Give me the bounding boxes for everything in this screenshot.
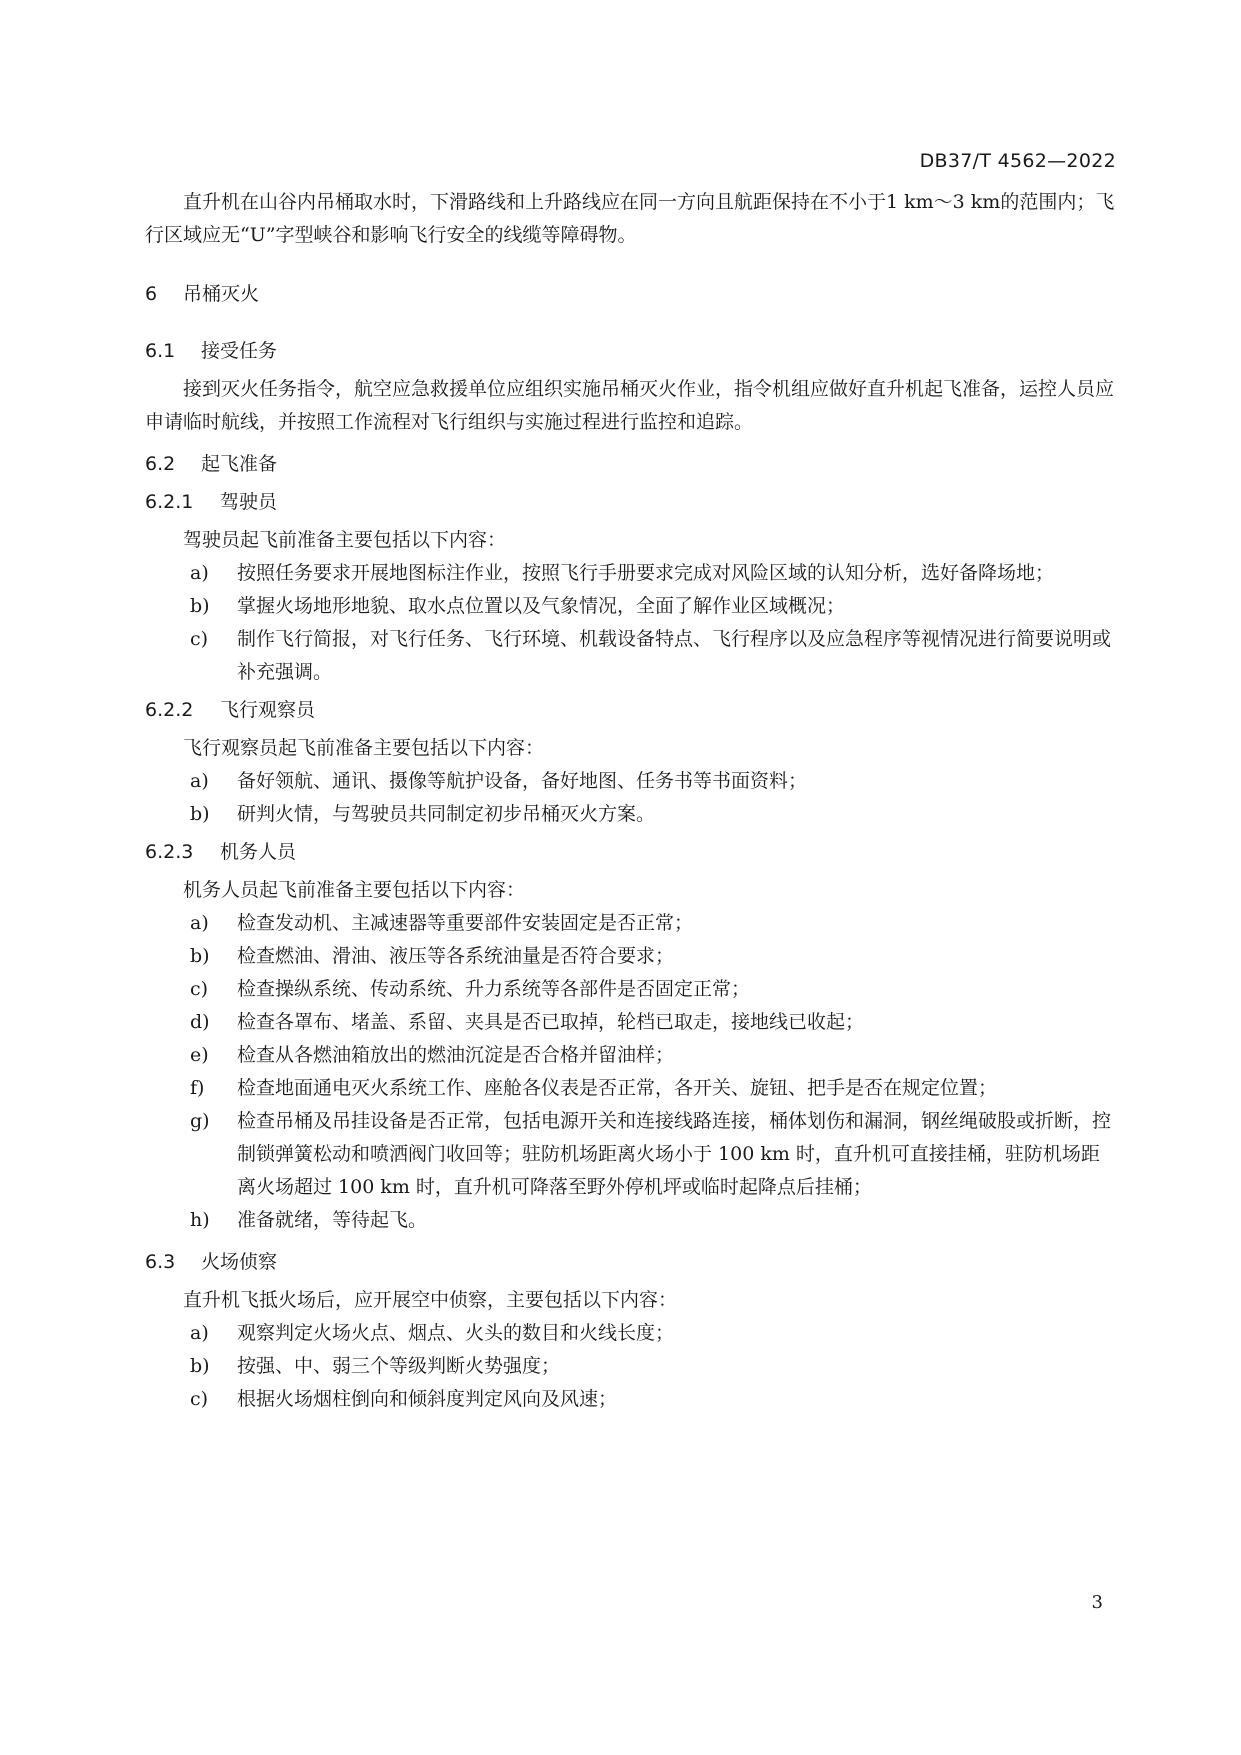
list-item [145,557,1115,590]
section-6-2-3-heading [145,836,1115,869]
section-title: 驾驶员 [220,491,278,513]
list-text: 观察判定火场火点、烟点、火头的数目和火线长度； [237,1322,675,1344]
list-item [145,1204,1115,1237]
section-title: 火场侦察 [201,1251,278,1273]
section-number: 6.1 [145,340,176,362]
list-marker: c) [190,628,209,650]
section-title: 起飞准备 [201,453,278,475]
list-item [145,973,1115,1006]
list-marker: g) [190,1110,210,1132]
list-text: 备好领航、通讯、摄像等航护设备，备好地图、任务书等书面资料； [237,770,808,792]
section-number: 6.2.1 [145,491,194,513]
list-text: 按强、中、弱三个等级判断火势强度； [237,1355,561,1377]
list-marker: e) [190,1044,209,1066]
section-6-3-intro: 直升机飞抵火场后，应开展空中侦察，主要包括以下内容： [183,1289,678,1311]
list-item [145,1105,1115,1204]
list-item [145,907,1115,940]
list-marker: b) [190,595,210,617]
document-code: DB37/T 4562—2022 [919,150,1116,172]
list-marker: a) [190,770,209,792]
section-number: 6.2.2 [145,699,194,721]
section-number: 6.2.3 [145,841,194,863]
section-6-heading [145,278,1115,311]
list-text: 检查操纵系统、传动系统、升力系统等各部件是否固定正常； [237,978,751,1000]
list-text: 检查地面通电灭火系统工作、座舱各仪表是否正常，各开关、旋钮、把手是否在规定位置； [237,1077,998,1099]
list-text: 检查吊桶及吊挂设备是否正常，包括电源开关和连接线路连接，桶体划伤和漏洞，钢丝绳破股或折断，控制锁弹簧松动和喷洒阀门收回等；驻防机场距离火场小于 100 km 时，直升机可直接挂桶，驻防机场距离火场超过 100 km 时，直升机可降落至野外停机坪或临时起降点后挂桶； [237,1110,1112,1198]
list-marker: c) [190,1388,209,1410]
section-number: 6.2 [145,453,176,475]
list-text: 检查从各燃油箱放出的燃油沉淀是否合格并留油样； [237,1044,675,1066]
list-item [145,590,1115,623]
page-number: 3 [1091,1592,1103,1613]
list-text: 检查各罩布、堵盖、系留、夹具是否已取掉，轮档已取走，接地线已收起； [237,1011,865,1033]
section-6-2-1-heading [145,486,1115,519]
section-title: 飞行观察员 [220,699,316,721]
list-marker: f) [190,1077,205,1099]
intro-paragraph: 直升机在山谷内吊桶取水时，下滑路线和上升路线应在同一方向且航距保持在不小于1 km～3 km的范围内；飞行区域应无“U”字型峡谷和影响飞行安全的线缆等障碍物。 [145,191,1115,246]
list-item [145,623,1115,689]
list-marker: b) [190,1355,210,1377]
list-item [145,1072,1115,1105]
list-text: 研判火情，与驾驶员共同制定初步吊桶灭火方案。 [237,803,656,825]
list-text: 检查燃油、滑油、液压等各系统油量是否符合要求； [237,945,675,967]
section-6-2-heading [145,448,1115,481]
section-title: 吊桶灭火 [183,283,260,305]
list-item [145,940,1115,973]
list-item [145,1317,1115,1350]
section-6-3-heading [145,1246,1115,1279]
section-6-2-3-intro: 机务人员起飞前准备主要包括以下内容： [183,879,526,901]
document-body [145,186,1115,1416]
list-marker: b) [190,803,210,825]
section-number: 6.3 [145,1251,176,1273]
list-marker: a) [190,912,209,934]
list-marker: h) [190,1209,210,1231]
section-6-1-heading [145,335,1115,368]
list-marker: b) [190,945,210,967]
section-title: 接受任务 [201,340,278,362]
section-6-2-2-heading [145,694,1115,727]
list-marker: c) [190,978,209,1000]
list-text: 准备就绪，等待起飞。 [237,1209,428,1231]
list-item [145,798,1115,831]
list-marker: a) [190,562,209,584]
section-6-2-1-intro: 驾驶员起飞前准备主要包括以下内容： [183,529,507,551]
list-marker: d) [190,1011,210,1033]
list-item [145,1039,1115,1072]
list-item [145,1006,1115,1039]
list-text: 检查发动机、主减速器等重要部件安装固定是否正常； [237,912,694,934]
list-marker: a) [190,1322,209,1344]
list-item [145,1383,1115,1416]
section-number: 6 [145,283,158,305]
list-text: 掌握火场地形地貌、取水点位置以及气象情况，全面了解作业区域概况； [237,595,846,617]
section-title: 机务人员 [220,841,297,863]
list-text: 根据火场烟柱倒向和倾斜度判定风向及风速； [237,1388,618,1410]
section-6-2-2-intro: 飞行观察员起飞前准备主要包括以下内容： [183,737,545,759]
section-6-1-text: 接到灭火任务指令，航空应急救援单位应组织实施吊桶灭火作业，指令机组应做好直升机起飞准备，运控人员应申请临时航线，并按照工作流程对飞行组织与实施过程进行监控和追踪。 [145,378,1115,433]
list-item [145,1350,1115,1383]
list-item [145,765,1115,798]
list-text: 按照任务要求开展地图标注作业，按照飞行手册要求完成对风险区域的认知分析，选好备降场地； [237,562,1055,584]
list-text: 制作飞行简报，对飞行任务、飞行环境、机载设备特点、飞行程序以及应急程序等视情况进行简要说明或补充强调。 [237,628,1112,683]
